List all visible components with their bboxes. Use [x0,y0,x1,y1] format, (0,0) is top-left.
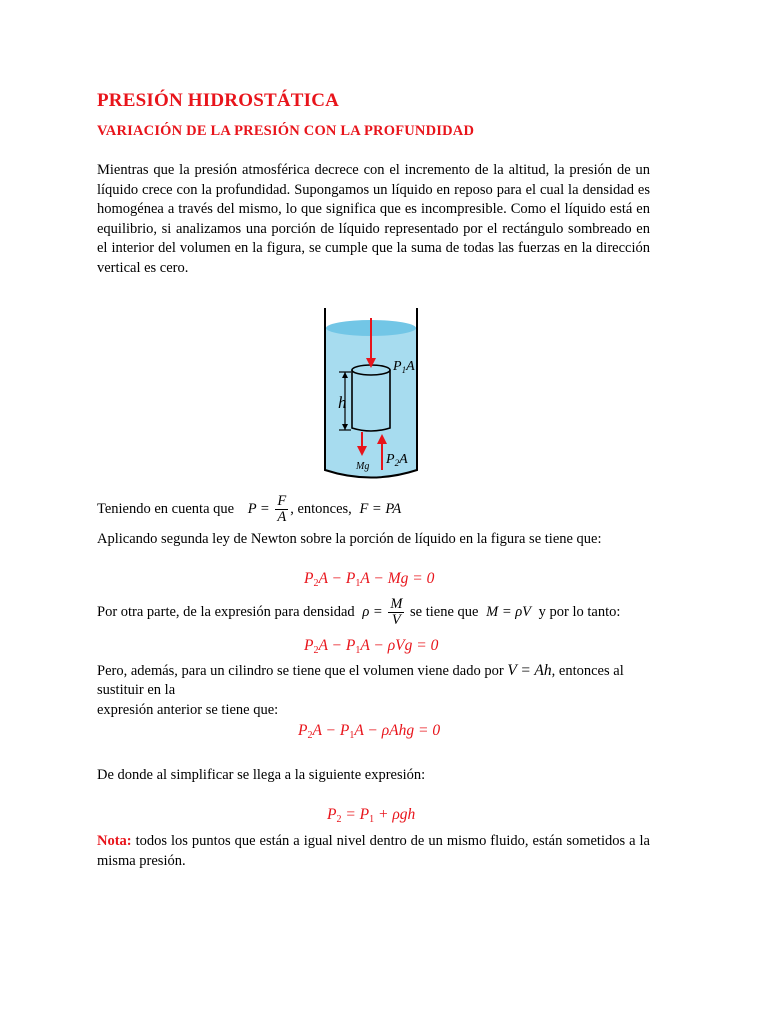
equation-2: $P_2A - P_1A - \rho Vg = 0$ [304,637,439,656]
page-title: PRESIÓN HIDROSTÁTICA [97,90,340,111]
section-subtitle: VARIACIÓN DE LA PRESIÓN CON LA PROFUNDIDAD [97,123,475,139]
line-volume: Pero, además, para un cilindro se tiene que el volumen viene dado por V = Ah, entonces al [97,662,624,679]
note-paragraph [97,832,650,871]
hydrostatic-cylinder-figure [300,298,430,488]
line-newton: Aplicando segunda ley de Newton sobre la porción de líquido en la figura se tiene que: [97,531,602,547]
equation-3: $P_2A - P_1A - \rho Ahg = 0$ [298,722,441,741]
label-p2a: $P_2A$ [386,452,408,468]
equation-1: $P_2A - P_1A - Mg = 0$ [304,570,435,589]
intro-paragraph: Mientras que la presión atmosférica decrece con el incremento de la altitud, la presión de un líquido crece con la profundidad. Supongamos un líquido en reposo para el cual la densidad es homogénea a través del mismo, lo que significa que es incompresible. Como el líquido está en equilibrio, si analizamos una porción de líquido representado por el rectángulo sombreado en el interior del volumen en la figura, se cumple que la suma de todas las fuerzas en la dirección vertical es cero. [97,162,650,276]
equation-final: $P_2 = P_1 + \rho gh$ [327,806,416,825]
line-simplify: De donde al simplificar se llega a la siguiente expresión: [97,767,426,783]
inner-cylinder [352,370,390,431]
label-h: h [338,393,347,412]
line-density: Por otra parte, de la expresión para densidad ρ = $\frac{M}{V}$ se tiene que M = ρV y por lo tanto: [97,596,621,628]
line-volume-c: expresión anterior se tiene que: [97,702,279,718]
note-label: Nota: [97,833,132,849]
line-pressure-definition: Teniendo en cuenta que P = $\frac{F}{A}$ , entonces, F = PA [97,493,402,525]
line-volume-b: sustituir en la [97,682,176,698]
note-text: todos los puntos que están a igual nivel dentro de un mismo fluido, están sometidos a la misma presión. [97,833,650,869]
label-mg: Mg [356,461,370,472]
label-p1a: $P_1A$ [393,359,415,375]
